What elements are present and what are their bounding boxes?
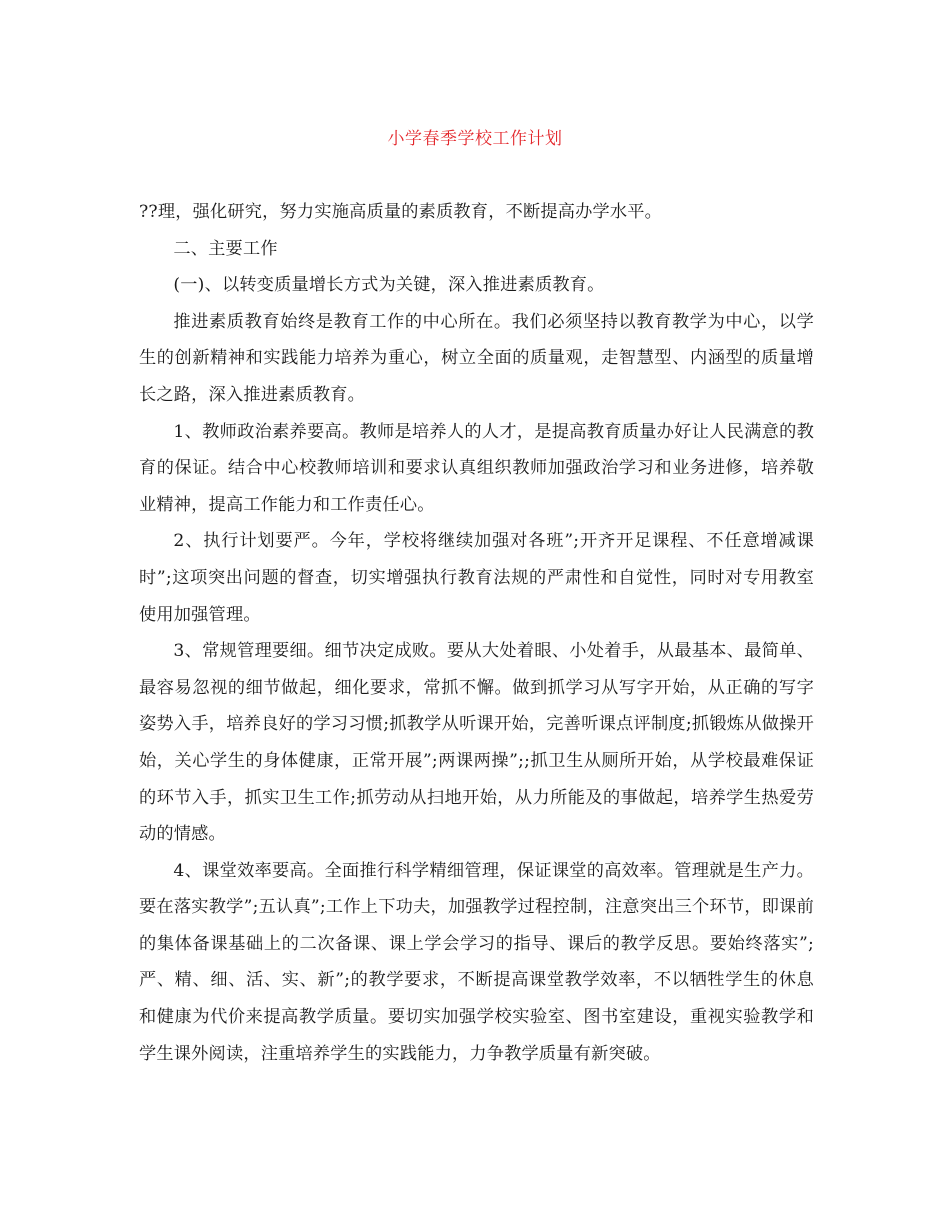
document-body	[139, 194, 814, 1072]
paragraph-item-2-plan-execution: 2、执行计划要严。今年，学校将继续加强对各班”;开齐开足课程、不任意增减课时”;这项突出问题的督查，切实增强执行教育法规的严肃性和自觉性，同时对专用教室使用加强管理。	[139, 531, 814, 625]
paragraph-continuation: ??理，强化研究，努力实施高质量的素质教育，不断提高办学水平。	[139, 202, 663, 222]
paragraph-item-3-routine-management: 3、常规管理要细。细节决定成败。要从大处着眼、小处着手，从最基本、最简单、最容易忽视的细节做起，细化要求，常抓不懈。做到抓学习从写字开始，从正确的写字姿势入手，培养良好的学习习惯;抓教学从听课开始，完善听课点评制度;抓锻炼从做操开始，关心学生的身体健康，正常开展”;两课两操”;;抓卫生从厕所开始，从学校最难保证的环节入手，抓实卫生工作;抓劳动从扫地开始，从力所能及的事做起，培养学生热爱劳动的情感。	[139, 641, 814, 845]
subsection-heading-quality: (一)、以转变质量增长方式为关键，深入推进素质教育。	[173, 275, 605, 296]
document-title: 小学春季学校工作计划	[387, 129, 563, 149]
section-heading-main-work: 二、主要工作	[173, 238, 278, 259]
paragraph-quality-education: 推进素质教育始终是教育工作的中心所在。我们必须坚持以教育教学为中心，以学生的创新精神和实践能力培养为重心，树立全面的质量观，走智慧型、内涵型的质量增长之路，深入推进素质教育。	[139, 311, 814, 405]
paragraph-item-4-classroom-efficiency: 4、课堂效率要高。全面推行科学精细管理，保证课堂的高效率。管理就是生产力。要在落实教学”;五认真”;工作上下功夫，加强教学过程控制，注意突出三个环节，即课前的集体备课基础上的二次备课、课上学会学习的指导、课后的教学反思。要始终落实”;严、精、细、活、实、新”;的教学要求，不断提高课堂教学效率，不以牺牲学生的休息和健康为代价来提高教学质量。要切实加强学校实验室、图书室建设，重视实验教学和学生课外阅读，注重培养学生的实践能力，力争教学质量有新突破。	[139, 860, 814, 1064]
paragraph-item-1-teacher-politics: 1、教师政治素养要高。教师是培养人的人才，是提高教育质量办好让人民满意的教育的保证。结合中心校教师培训和要求认真组织教师加强政治学习和业务进修，培养敬业精神，提高工作能力和工作责任心。	[139, 421, 814, 515]
